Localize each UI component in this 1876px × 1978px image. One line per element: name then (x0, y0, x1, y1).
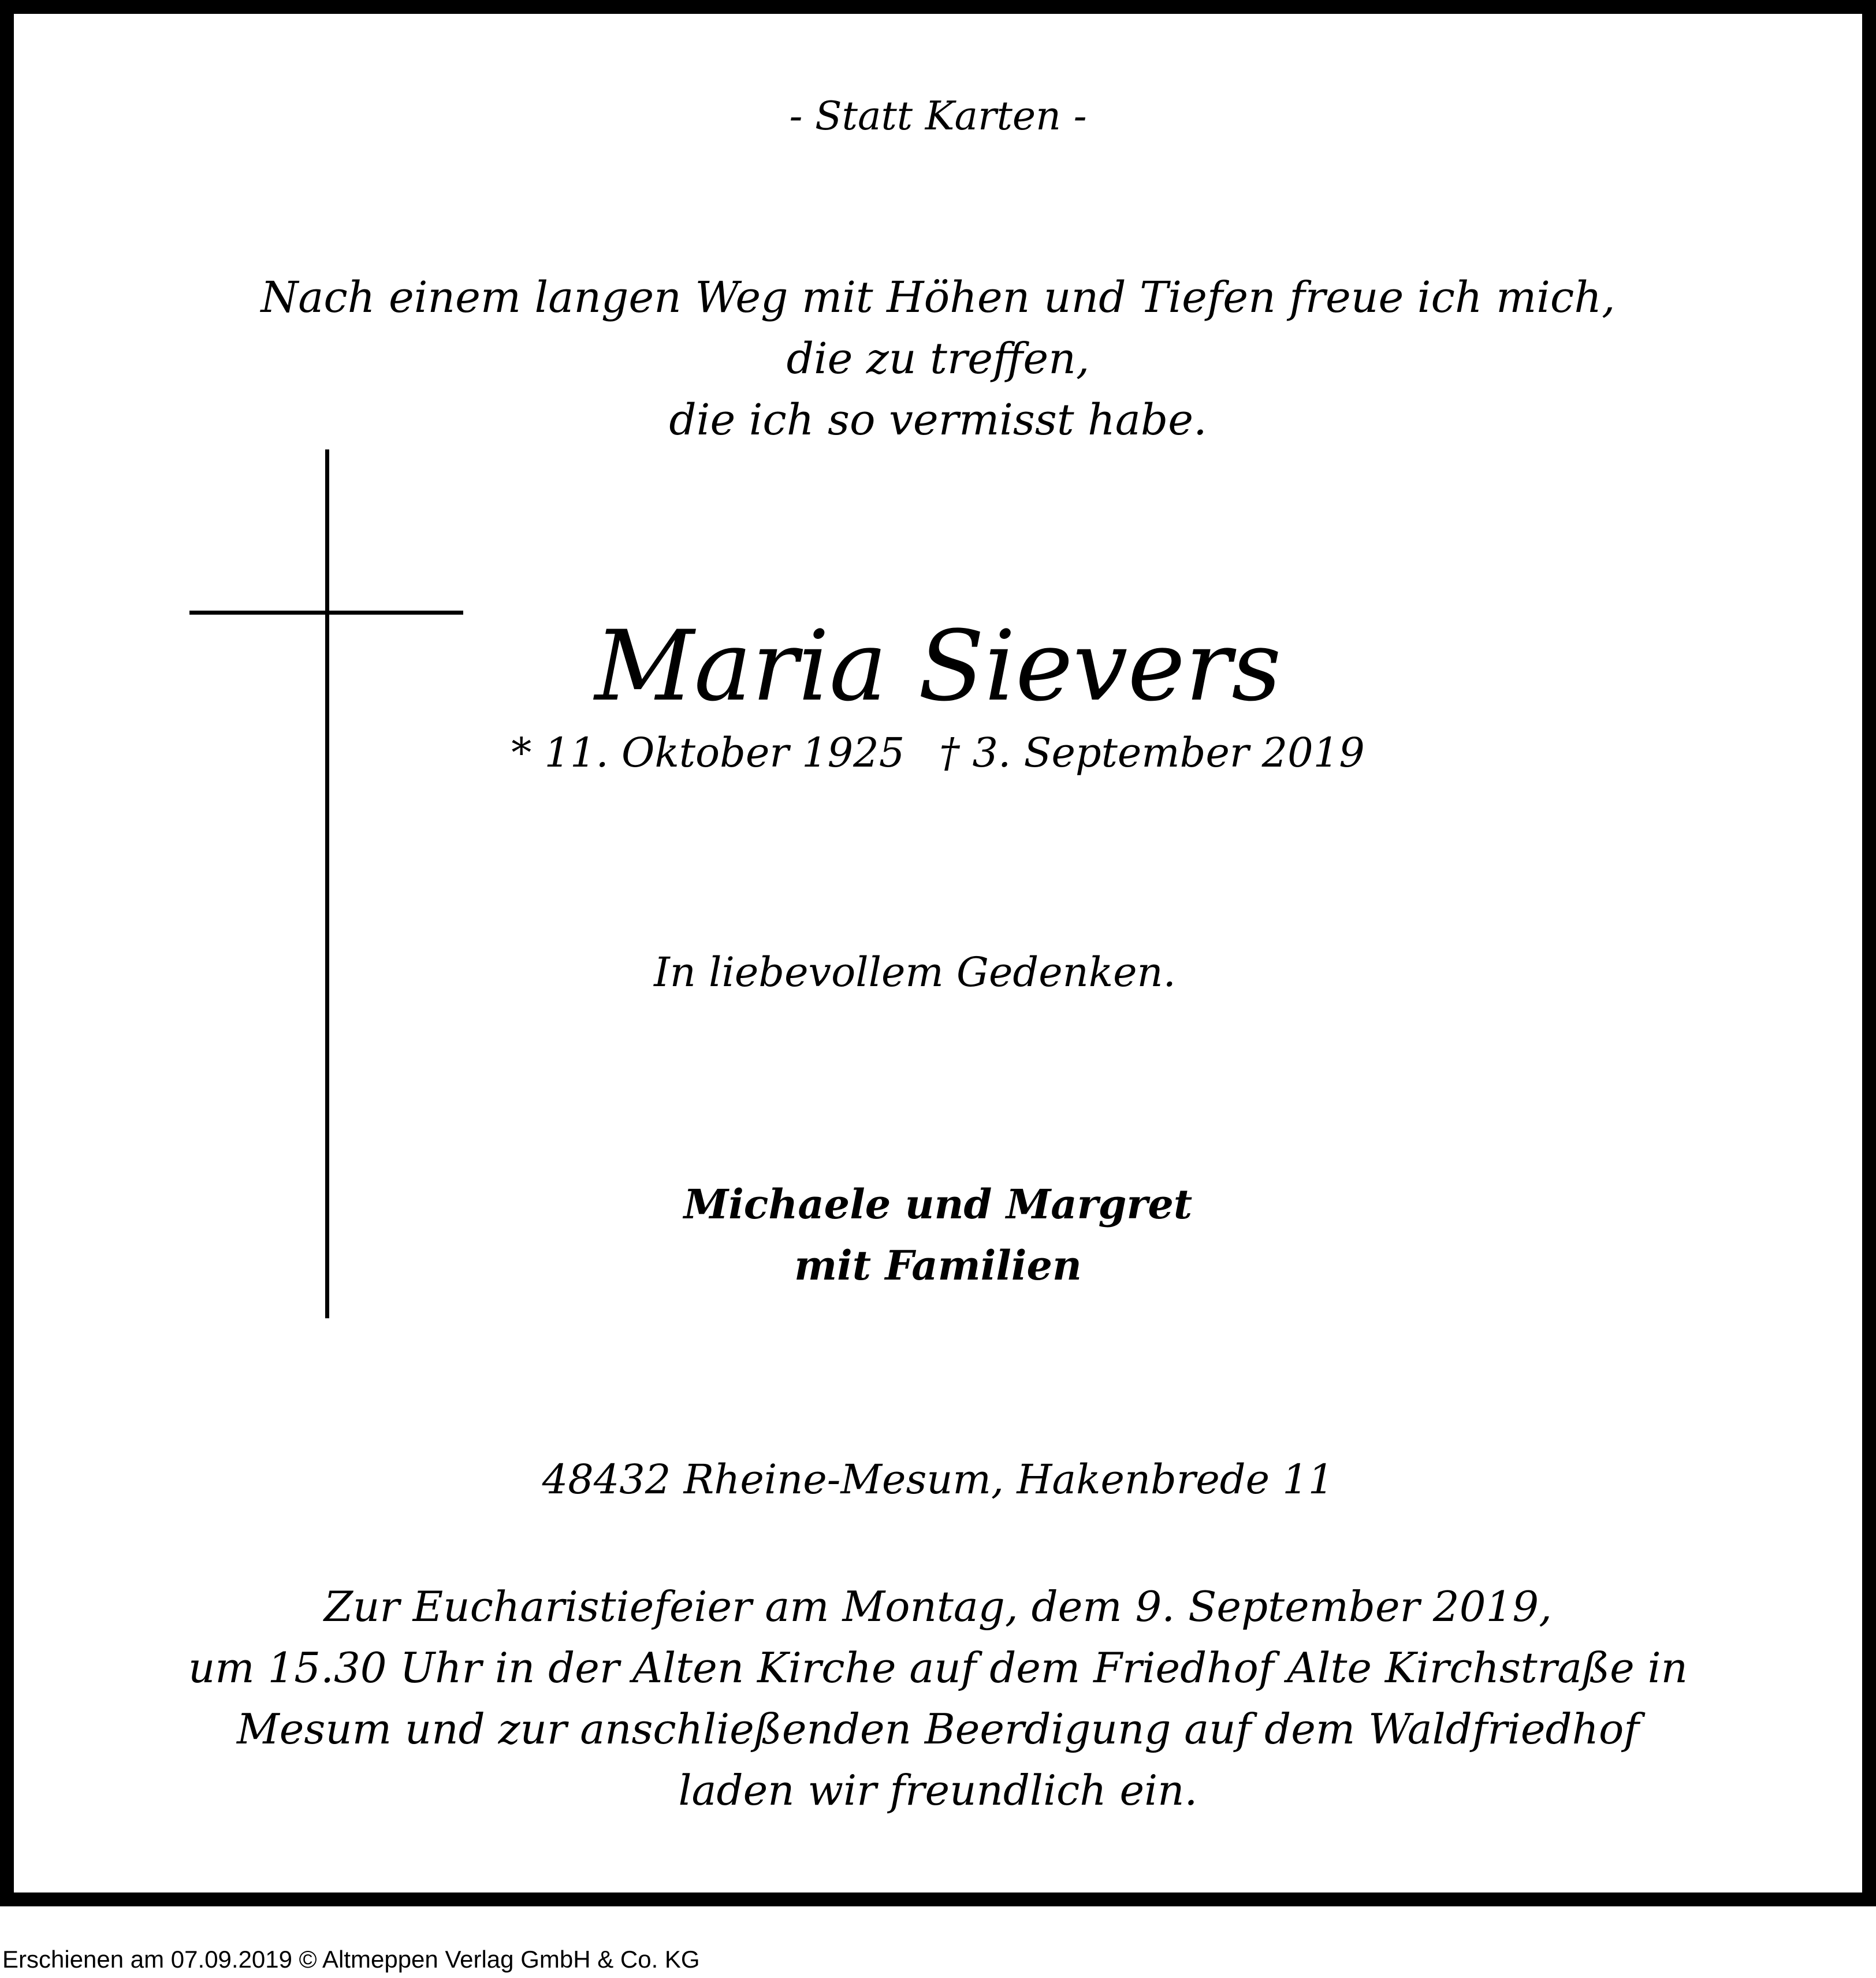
address: 48432 Rheine-Mesum, Hakenbrede 11 (542, 1456, 1334, 1503)
death-date: † 3. September 2019 (939, 729, 1365, 776)
mourners-line: Michaele und Margret (683, 1180, 1193, 1228)
mourners-line: mit Familien (794, 1241, 1082, 1289)
life-dates (0, 729, 1876, 776)
remembrance-text: In liebevollem Gedenken. (654, 949, 1176, 996)
invitation-line: um 15.30 Uhr in der Alten Kirche auf dem Friedhof Alte Kirchstraße in (188, 1644, 1688, 1692)
invitation (0, 1576, 1876, 1821)
birth-date: * 11. Oktober 1925 (511, 729, 905, 776)
publication-footer: Erschienen am 07.09.2019 © Altmeppen Verlag GmbH & Co. KG (2, 1946, 700, 1973)
verse (0, 267, 1876, 451)
verse-line: die zu treffen, (786, 334, 1090, 384)
invitation-line: Zur Eucharistiefeier am Montag, dem 9. September 2019, (323, 1582, 1553, 1631)
invitation-line: Mesum und zur anschließenden Beerdigung auf dem Waldfriedhof (237, 1705, 1639, 1753)
deceased-name: Maria Sievers (594, 609, 1282, 723)
mourners (0, 1174, 1876, 1296)
verse-line: die ich so vermisst habe. (669, 395, 1207, 445)
statt-karten-header: - Statt Karten - (789, 94, 1087, 139)
verse-line: Nach einem langen Weg mit Höhen und Tiefen freue ich mich, (260, 273, 1616, 322)
invitation-line: laden wir freundlich ein. (678, 1766, 1198, 1815)
